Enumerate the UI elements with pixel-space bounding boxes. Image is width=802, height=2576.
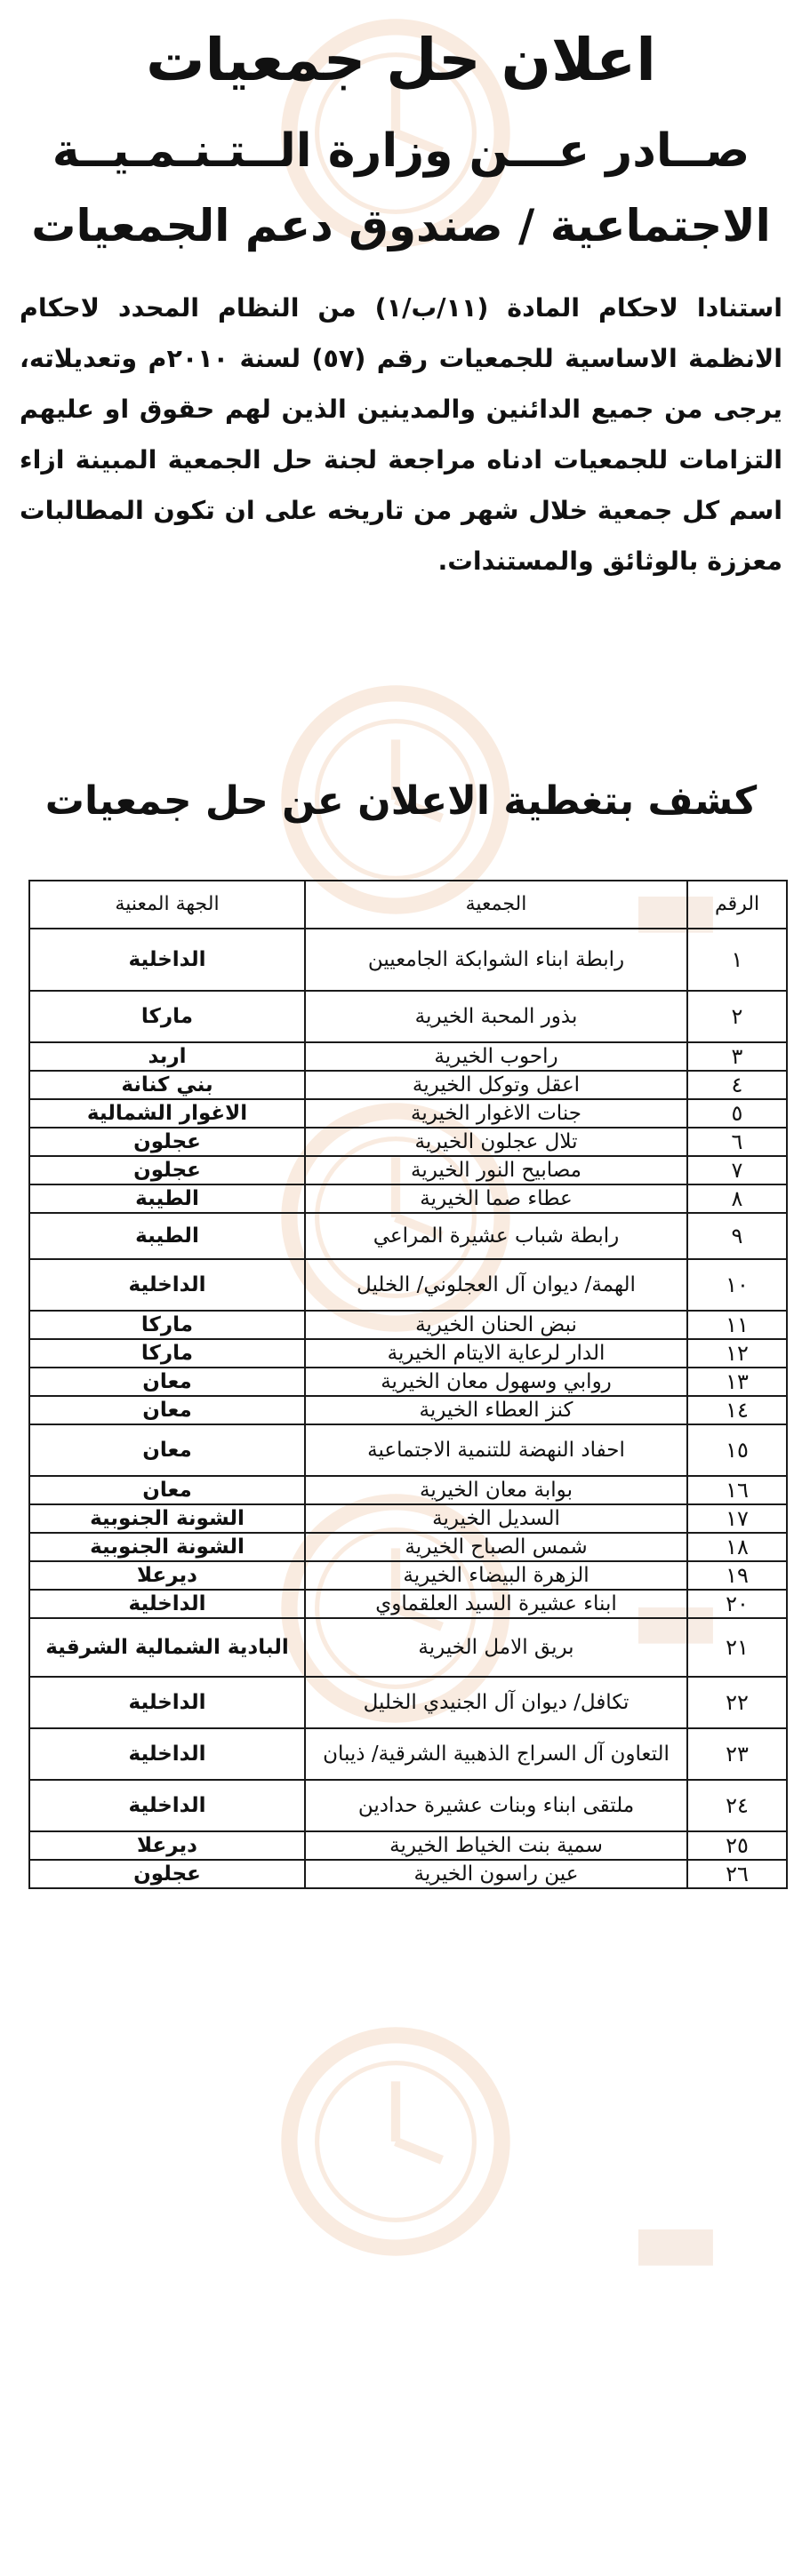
table-row bbox=[29, 1561, 787, 1590]
cell-governorate: ماركا bbox=[29, 1339, 305, 1368]
table-row bbox=[29, 1099, 787, 1128]
cell-number: ١١ bbox=[687, 1311, 787, 1339]
table-row bbox=[29, 1618, 787, 1677]
cell-society: التعاون آل السراج الذهبية الشرقية/ ذيبان bbox=[305, 1728, 687, 1780]
cell-number: ١٩ bbox=[687, 1561, 787, 1590]
cell-number: ٢٤ bbox=[687, 1780, 787, 1831]
table-row bbox=[29, 1339, 787, 1368]
cell-governorate: عجلون bbox=[29, 1860, 305, 1888]
cell-number: ١٦ bbox=[687, 1476, 787, 1504]
cell-governorate: عجلون bbox=[29, 1156, 305, 1184]
cell-society: ابناء عشيرة السيد العلقماوي bbox=[305, 1590, 687, 1618]
table-row bbox=[29, 1677, 787, 1728]
cell-governorate: ماركا bbox=[29, 1311, 305, 1339]
column-header-number: الرقم bbox=[687, 881, 787, 929]
column-header-governorate: الجهة المعنية bbox=[29, 881, 305, 929]
cell-number: ١٧ bbox=[687, 1504, 787, 1533]
table-row bbox=[29, 1156, 787, 1184]
table-row bbox=[29, 1533, 787, 1561]
watermark-shape: ▬ bbox=[630, 2182, 722, 2296]
cell-number: ٨ bbox=[687, 1184, 787, 1213]
cell-number: ١٨ bbox=[687, 1533, 787, 1561]
watermark-shape: ▬ bbox=[630, 1560, 722, 1674]
table-row bbox=[29, 1424, 787, 1476]
cell-governorate: بني كنانة bbox=[29, 1071, 305, 1099]
announcement-title: اعلان حل جمعيات bbox=[146, 26, 656, 94]
table-row bbox=[29, 929, 787, 991]
cell-governorate: ديرعلا bbox=[29, 1561, 305, 1590]
cell-number: ١ bbox=[687, 929, 787, 991]
cell-number: ٢٥ bbox=[687, 1831, 787, 1860]
cell-number: ١٥ bbox=[687, 1424, 787, 1476]
cell-number: ٣ bbox=[687, 1042, 787, 1071]
table-row bbox=[29, 1128, 787, 1156]
cell-number: ١٤ bbox=[687, 1396, 787, 1424]
cell-number: ٢ bbox=[687, 991, 787, 1042]
cell-governorate: اربد bbox=[29, 1042, 305, 1071]
cell-governorate: ماركا bbox=[29, 991, 305, 1042]
cell-governorate: عجلون bbox=[29, 1128, 305, 1156]
table-row bbox=[29, 1860, 787, 1888]
table-header-row bbox=[29, 881, 787, 929]
societies-table bbox=[28, 880, 788, 1889]
cell-number: ٢٢ bbox=[687, 1677, 787, 1728]
cell-society: عطاء صما الخيرية bbox=[305, 1184, 687, 1213]
cell-governorate: الشونة الجنوبية bbox=[29, 1504, 305, 1533]
cell-society: تلال عجلون الخيرية bbox=[305, 1128, 687, 1156]
cell-governorate: معان bbox=[29, 1476, 305, 1504]
cell-society: بوابة معان الخيرية bbox=[305, 1476, 687, 1504]
cell-society: سمية بنت الخياط الخيرية bbox=[305, 1831, 687, 1860]
cell-society: بريق الامل الخيرية bbox=[305, 1618, 687, 1677]
cell-society: جنات الاغوار الخيرية bbox=[305, 1099, 687, 1128]
cell-number: ٦ bbox=[687, 1128, 787, 1156]
column-header-society: الجمعية bbox=[305, 881, 687, 929]
cell-society: اعقل وتوكل الخيرية bbox=[305, 1071, 687, 1099]
table-heading: كشف بتغطية الاعلان عن حل جمعيات bbox=[44, 778, 758, 824]
table-row bbox=[29, 1071, 787, 1099]
cell-society: راحوب الخيرية bbox=[305, 1042, 687, 1071]
cell-governorate: الداخلية bbox=[29, 1259, 305, 1311]
table-row bbox=[29, 1311, 787, 1339]
table-row bbox=[29, 1213, 787, 1259]
cell-number: ٢١ bbox=[687, 1618, 787, 1677]
cell-number: ١٣ bbox=[687, 1368, 787, 1396]
table-row bbox=[29, 1368, 787, 1396]
table-row bbox=[29, 1728, 787, 1780]
cell-governorate: الداخلية bbox=[29, 1590, 305, 1618]
cell-society: رابطة شباب عشيرة المراعي bbox=[305, 1213, 687, 1259]
cell-governorate: الداخلية bbox=[29, 1780, 305, 1831]
cell-society: عين راسون الخيرية bbox=[305, 1860, 687, 1888]
cell-society: السديل الخيرية bbox=[305, 1504, 687, 1533]
table-row bbox=[29, 1504, 787, 1533]
cell-governorate: البادية الشمالية الشرقية bbox=[29, 1618, 305, 1677]
cell-society: الهمة/ ديوان آل العجلوني/ الخليل bbox=[305, 1259, 687, 1311]
cell-number: ٩ bbox=[687, 1213, 787, 1259]
cell-number: ٥ bbox=[687, 1099, 787, 1128]
cell-governorate: الاغوار الشمالية bbox=[29, 1099, 305, 1128]
cell-governorate: الشونة الجنوبية bbox=[29, 1533, 305, 1561]
watermark-clock-icon bbox=[280, 2026, 511, 2257]
table-row bbox=[29, 1476, 787, 1504]
cell-governorate: معان bbox=[29, 1424, 305, 1476]
cell-number: ٢٣ bbox=[687, 1728, 787, 1780]
table-row bbox=[29, 991, 787, 1042]
cell-governorate: معان bbox=[29, 1396, 305, 1424]
cell-governorate: الداخلية bbox=[29, 929, 305, 991]
cell-society: ملتقى ابناء وبنات عشيرة حدادين bbox=[305, 1780, 687, 1831]
cell-society: احفاد النهضة للتنمية الاجتماعية bbox=[305, 1424, 687, 1476]
cell-governorate: معان bbox=[29, 1368, 305, 1396]
cell-number: ٢٦ bbox=[687, 1860, 787, 1888]
table-row bbox=[29, 1042, 787, 1071]
cell-society: الدار لرعاية الايتام الخيرية bbox=[305, 1339, 687, 1368]
cell-number: ٢٠ bbox=[687, 1590, 787, 1618]
cell-society: نبض الحنان الخيرية bbox=[305, 1311, 687, 1339]
cell-number: ٧ bbox=[687, 1156, 787, 1184]
table-row bbox=[29, 1396, 787, 1424]
cell-society: بذور المحبة الخيرية bbox=[305, 991, 687, 1042]
watermark-shape: ▬ bbox=[630, 849, 722, 963]
table-row bbox=[29, 1831, 787, 1860]
announcement-body: استنادا لاحكام المادة (١١/ب/١) من النظام المحدد لاحكام الانظمة الاساسية للجمعيات رقم (٥٧) لسنة ٢٠١٠م وتعديلاته، يرجى من جميع الدائنين والمدينين الذين لهم حقوق او عليهم التزامات للجمعيات ادناه مراجعة لجنة حل الجمعية المبينة ازاء اسم كل جمعية خلال شهر من تاريخه على ان تكون المطالبات معززة بالوثائق والمستندات. bbox=[20, 293, 783, 576]
cell-society: كنز العطاء الخيرية bbox=[305, 1396, 687, 1424]
cell-society: مصابيح النور الخيرية bbox=[305, 1156, 687, 1184]
issuer-line-1: صــادر عـــن وزارة الــتـنـمـيــة bbox=[52, 124, 750, 178]
cell-governorate: الداخلية bbox=[29, 1728, 305, 1780]
table-row bbox=[29, 1780, 787, 1831]
cell-society: الزهرة البيضاء الخيرية bbox=[305, 1561, 687, 1590]
table-row bbox=[29, 1184, 787, 1213]
cell-governorate: الطيبة bbox=[29, 1213, 305, 1259]
cell-society: تكافل/ ديوان آل الجنيدي الخليل bbox=[305, 1677, 687, 1728]
cell-governorate: الداخلية bbox=[29, 1677, 305, 1728]
cell-governorate: ديرعلا bbox=[29, 1831, 305, 1860]
cell-number: ٤ bbox=[687, 1071, 787, 1099]
cell-governorate: الطيبة bbox=[29, 1184, 305, 1213]
table-row bbox=[29, 1259, 787, 1311]
cell-society: رابطة ابناء الشوابكة الجامعيين bbox=[305, 929, 687, 991]
table-row bbox=[29, 1590, 787, 1618]
cell-society: روابي وسهول معان الخيرية bbox=[305, 1368, 687, 1396]
cell-society: شمس الصباح الخيرية bbox=[305, 1533, 687, 1561]
issuer-line-2: الاجتماعية / صندوق دعم الجمعيات bbox=[31, 200, 771, 251]
cell-number: ١٠ bbox=[687, 1259, 787, 1311]
cell-number: ١٢ bbox=[687, 1339, 787, 1368]
